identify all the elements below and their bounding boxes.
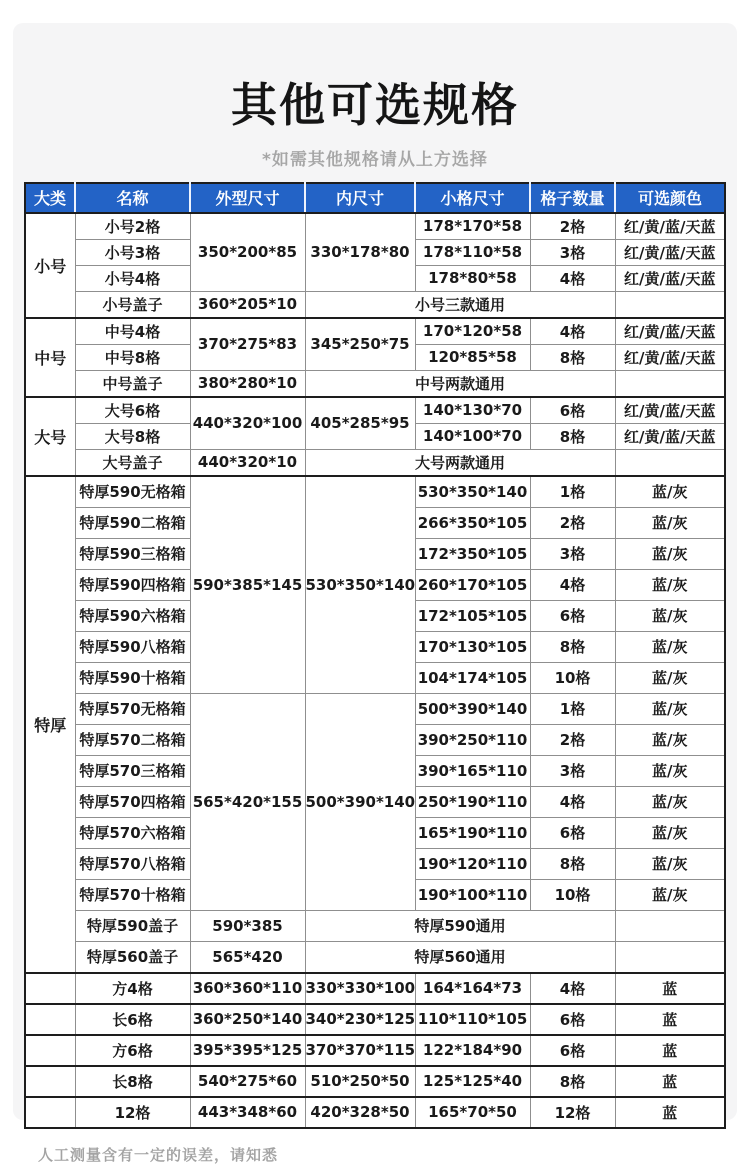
table-cell [25, 1066, 75, 1097]
category-cell: 特厚 [25, 476, 75, 973]
table-cell: 特厚590盖子 [75, 910, 190, 941]
table-cell: 特厚590十格箱 [75, 662, 190, 693]
table-row [25, 318, 725, 345]
column-header: 内尺寸 [305, 183, 415, 213]
table-cell [25, 973, 75, 1004]
table-cell [615, 941, 725, 973]
table-cell: 特厚590六格箱 [75, 600, 190, 631]
table-cell: 中号盖子 [75, 370, 190, 397]
table-cell: 360*250*140 [190, 1004, 305, 1035]
table-row [25, 476, 725, 508]
table-cell: 特厚570六格箱 [75, 817, 190, 848]
column-header: 格子数量 [530, 183, 615, 213]
table-cell: 长6格 [75, 1004, 190, 1035]
table-cell: 特厚590二格箱 [75, 507, 190, 538]
table-cell: 540*275*60 [190, 1066, 305, 1097]
table-cell: 443*348*60 [190, 1097, 305, 1128]
table-cell: 蓝/灰 [615, 879, 725, 910]
table-cell: 特厚570十格箱 [75, 879, 190, 910]
table-cell: 大号盖子 [75, 449, 190, 476]
table-cell: 2格 [530, 724, 615, 755]
category-cell: 小号 [25, 213, 75, 318]
table-cell: 特厚560盖子 [75, 941, 190, 973]
table-cell: 蓝/灰 [615, 631, 725, 662]
table-cell: 2格 [530, 213, 615, 240]
table-cell: 8格 [530, 1066, 615, 1097]
table-cell: 360*360*110 [190, 973, 305, 1004]
table-cell: 特厚590八格箱 [75, 631, 190, 662]
table-cell: 红/黄/蓝/天蓝 [615, 344, 725, 370]
table-cell: 6格 [530, 397, 615, 424]
table-cell: 178*80*58 [415, 265, 530, 291]
table-cell: 350*200*85 [190, 213, 305, 292]
table-cell: 104*174*105 [415, 662, 530, 693]
table-cell: 3格 [530, 538, 615, 569]
table-cell: 8格 [530, 423, 615, 449]
table-cell: 特厚570无格箱 [75, 693, 190, 724]
table-row [25, 213, 725, 240]
table-cell: 4格 [530, 786, 615, 817]
table-row [25, 973, 725, 1004]
table-cell: 122*184*90 [415, 1035, 530, 1066]
table-cell: 蓝/灰 [615, 538, 725, 569]
table-cell: 红/黄/蓝/天蓝 [615, 423, 725, 449]
footer-note: 人工测量含有一定的误差，请知悉 [38, 1145, 279, 1164]
table-cell: 440*320*100 [190, 397, 305, 450]
table-cell: 178*110*58 [415, 239, 530, 265]
table-cell: 特厚570八格箱 [75, 848, 190, 879]
table-cell: 380*280*10 [190, 370, 305, 397]
column-header: 大类 [25, 183, 75, 213]
table-cell: 蓝 [615, 1066, 725, 1097]
table-row [25, 1066, 725, 1097]
table-cell: 172*350*105 [415, 538, 530, 569]
table-cell: 190*120*110 [415, 848, 530, 879]
table-cell: 红/黄/蓝/天蓝 [615, 318, 725, 345]
table-cell: 蓝 [615, 1035, 725, 1066]
table-cell: 190*100*110 [415, 879, 530, 910]
table-row [25, 693, 725, 724]
table-cell: 1格 [530, 476, 615, 508]
table-cell: 大号6格 [75, 397, 190, 424]
table-cell: 特厚590三格箱 [75, 538, 190, 569]
column-header: 小格尺寸 [415, 183, 530, 213]
table-cell: 395*395*125 [190, 1035, 305, 1066]
table-cell: 6格 [530, 817, 615, 848]
table-cell: 小号三款通用 [305, 291, 615, 318]
table-cell: 特厚590无格箱 [75, 476, 190, 508]
table-cell: 260*170*105 [415, 569, 530, 600]
table-cell: 178*170*58 [415, 213, 530, 240]
table-cell: 中号4格 [75, 318, 190, 345]
column-header: 名称 [75, 183, 190, 213]
table-cell: 4格 [530, 265, 615, 291]
table-cell [615, 449, 725, 476]
category-cell: 中号 [25, 318, 75, 397]
table-cell: 方6格 [75, 1035, 190, 1066]
table-cell: 2格 [530, 507, 615, 538]
table-cell: 红/黄/蓝/天蓝 [615, 397, 725, 424]
table-cell: 3格 [530, 239, 615, 265]
column-header: 可选颜色 [615, 183, 725, 213]
table-cell: 165*190*110 [415, 817, 530, 848]
table-cell: 蓝/灰 [615, 724, 725, 755]
table-cell: 250*190*110 [415, 786, 530, 817]
page-title: 其他可选规格 [231, 78, 519, 132]
table-cell: 120*85*58 [415, 344, 530, 370]
table-cell: 红/黄/蓝/天蓝 [615, 265, 725, 291]
table-cell [25, 1097, 75, 1128]
table-cell: 特厚590四格箱 [75, 569, 190, 600]
table-row [25, 1035, 725, 1066]
table-cell: 6格 [530, 600, 615, 631]
table-cell: 蓝 [615, 1097, 725, 1128]
table-cell: 中号两款通用 [305, 370, 615, 397]
table-cell: 330*178*80 [305, 213, 415, 292]
table-cell: 140*100*70 [415, 423, 530, 449]
column-header: 外型尺寸 [190, 183, 305, 213]
table-cell: 4格 [530, 973, 615, 1004]
table-cell: 110*110*105 [415, 1004, 530, 1035]
table-cell: 蓝 [615, 1004, 725, 1035]
table-cell: 8格 [530, 344, 615, 370]
table-cell: 4格 [530, 318, 615, 345]
table-cell: 3格 [530, 755, 615, 786]
table-cell: 方4格 [75, 973, 190, 1004]
table-cell: 特厚570三格箱 [75, 755, 190, 786]
table-cell: 10格 [530, 879, 615, 910]
category-cell: 大号 [25, 397, 75, 476]
table-cell: 小号盖子 [75, 291, 190, 318]
table-cell: 390*165*110 [415, 755, 530, 786]
table-cell: 500*390*140 [305, 693, 415, 910]
table-row [25, 291, 725, 318]
table-cell [615, 370, 725, 397]
table-cell: 420*328*50 [305, 1097, 415, 1128]
table-cell: 蓝/灰 [615, 569, 725, 600]
table-cell: 特厚560通用 [305, 941, 615, 973]
table-cell: 8格 [530, 848, 615, 879]
table-cell: 蓝/灰 [615, 600, 725, 631]
table-cell: 小号4格 [75, 265, 190, 291]
table-row [25, 1097, 725, 1128]
table-cell: 565*420 [190, 941, 305, 973]
table-cell: 165*70*50 [415, 1097, 530, 1128]
table-cell: 330*330*100 [305, 973, 415, 1004]
table-cell: 蓝/灰 [615, 848, 725, 879]
table-cell: 蓝/灰 [615, 755, 725, 786]
table-row [25, 449, 725, 476]
table-cell: 170*120*58 [415, 318, 530, 345]
table-cell: 8格 [530, 631, 615, 662]
table-cell: 565*420*155 [190, 693, 305, 910]
table-cell: 164*164*73 [415, 973, 530, 1004]
page-subtitle: *如需其他规格请从上方选择 [262, 149, 488, 170]
table-cell: 405*285*95 [305, 397, 415, 450]
table-cell: 4格 [530, 569, 615, 600]
table-cell: 345*250*75 [305, 318, 415, 371]
table-cell: 中号8格 [75, 344, 190, 370]
table-cell: 6格 [530, 1004, 615, 1035]
table-cell: 大号两款通用 [305, 449, 615, 476]
table-cell: 蓝/灰 [615, 507, 725, 538]
table-cell: 340*230*125 [305, 1004, 415, 1035]
table-row [25, 397, 725, 424]
table-cell: 530*350*140 [305, 476, 415, 694]
table-cell: 440*320*10 [190, 449, 305, 476]
table-cell: 蓝/灰 [615, 786, 725, 817]
table-cell [615, 910, 725, 941]
table-cell: 12格 [75, 1097, 190, 1128]
content-card [13, 23, 737, 1164]
table-body [25, 213, 725, 1128]
table-cell: 小号3格 [75, 239, 190, 265]
table-cell: 510*250*50 [305, 1066, 415, 1097]
table-cell: 蓝/灰 [615, 693, 725, 724]
table-cell: 红/黄/蓝/天蓝 [615, 213, 725, 240]
table-cell: 蓝/灰 [615, 662, 725, 693]
table-cell: 370*370*115 [305, 1035, 415, 1066]
table-cell: 特厚570二格箱 [75, 724, 190, 755]
table-cell [25, 1035, 75, 1066]
table-cell: 390*250*110 [415, 724, 530, 755]
table-cell: 590*385*145 [190, 476, 305, 694]
table-cell: 360*205*10 [190, 291, 305, 318]
table-cell: 蓝/灰 [615, 817, 725, 848]
table-cell: 蓝 [615, 973, 725, 1004]
table-cell: 蓝/灰 [615, 476, 725, 508]
table-cell: 长8格 [75, 1066, 190, 1097]
table-cell: 特厚570四格箱 [75, 786, 190, 817]
table-cell: 370*275*83 [190, 318, 305, 371]
header-row [25, 183, 725, 213]
table-cell [25, 1004, 75, 1035]
table-cell: 大号8格 [75, 423, 190, 449]
table-cell: 125*125*40 [415, 1066, 530, 1097]
table-cell: 小号2格 [75, 213, 190, 240]
table-cell: 1格 [530, 693, 615, 724]
table-row [25, 1004, 725, 1035]
table-cell: 172*105*105 [415, 600, 530, 631]
table-cell: 特厚590通用 [305, 910, 615, 941]
table-cell [615, 291, 725, 318]
table-cell: 500*390*140 [415, 693, 530, 724]
table-cell: 12格 [530, 1097, 615, 1128]
table-cell: 10格 [530, 662, 615, 693]
table-cell: 红/黄/蓝/天蓝 [615, 239, 725, 265]
table-row [25, 910, 725, 941]
table-cell: 530*350*140 [415, 476, 530, 508]
table-row [25, 370, 725, 397]
table-cell: 170*130*105 [415, 631, 530, 662]
table-cell: 140*130*70 [415, 397, 530, 424]
table-cell: 6格 [530, 1035, 615, 1066]
table-cell: 266*350*105 [415, 507, 530, 538]
table-header [25, 183, 725, 213]
table-cell: 590*385 [190, 910, 305, 941]
table-row [25, 941, 725, 973]
spec-table [24, 182, 726, 1129]
